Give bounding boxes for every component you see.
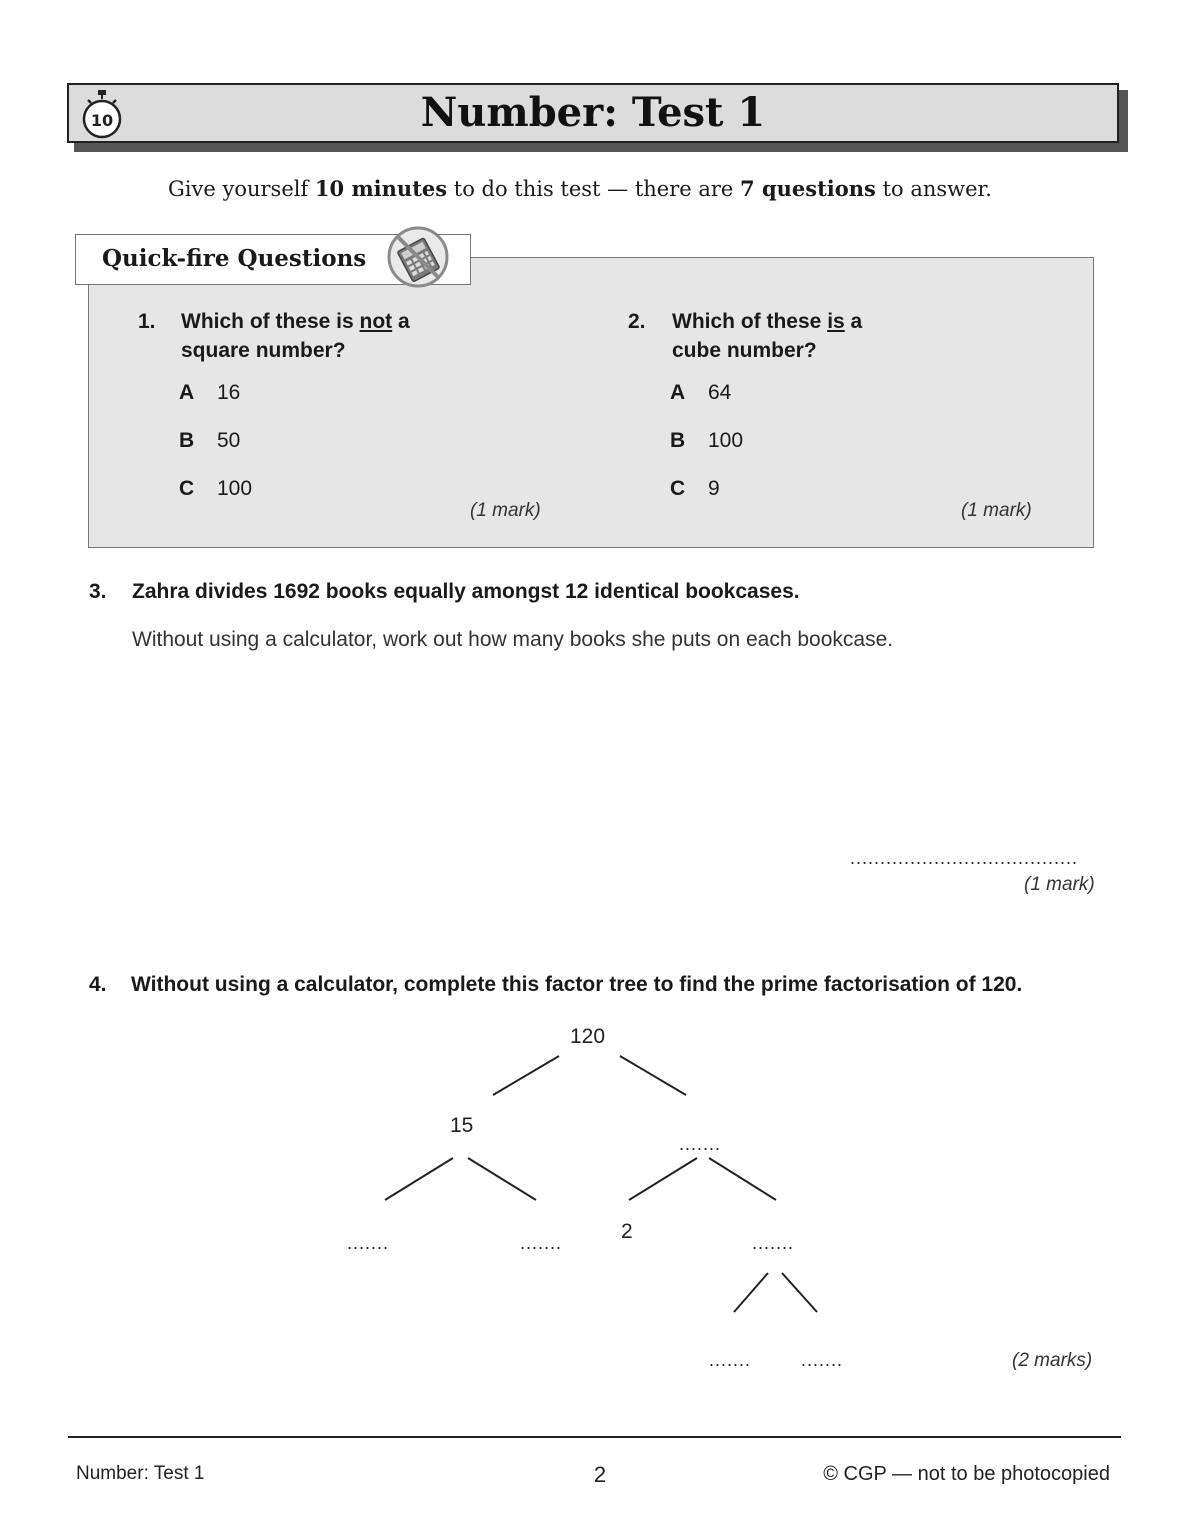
- q1-option-c-letter[interactable]: C: [179, 477, 195, 500]
- tree-blank-rr-right[interactable]: .......: [801, 1350, 844, 1370]
- tree-root-120: 120: [570, 1025, 606, 1048]
- stopwatch-icon: [80, 88, 124, 140]
- branch-15-right: [468, 1158, 536, 1200]
- q2-option-c-value[interactable]: 9: [708, 477, 720, 500]
- intro-minutes: 10 minutes: [314, 176, 448, 201]
- intro-pre: Give yourself: [168, 177, 315, 201]
- q1-line1-post: a: [392, 310, 410, 333]
- intro-mid: to do this test — there are: [447, 177, 741, 201]
- tree-blank-right[interactable]: .......: [679, 1134, 722, 1154]
- branch-right-right: [709, 1158, 776, 1200]
- q3-number: 3.: [89, 580, 107, 603]
- branch-root-left: [493, 1056, 559, 1095]
- branch-15-left: [385, 1158, 453, 1200]
- q1-text: [181, 307, 410, 365]
- q2-line2: cube number?: [672, 339, 817, 362]
- q2-option-b-letter[interactable]: B: [670, 429, 686, 452]
- q1-mark: (1 mark): [470, 500, 541, 521]
- branch-rr-left: [734, 1273, 768, 1312]
- factor-tree: [0, 1000, 1200, 1400]
- q2-mark: (1 mark): [961, 500, 1032, 521]
- footer-copyright: © CGP — not to be photocopied: [823, 1463, 1110, 1485]
- q2-number: 2.: [628, 310, 646, 333]
- q1-option-b-letter[interactable]: B: [179, 429, 195, 452]
- q3-instruction: Without using a calculator, work out how many books she puts on each bookcase.: [132, 628, 894, 651]
- q3-question: Zahra divides 1692 books equally amongst 12 identical bookcases.: [132, 580, 800, 603]
- q1-option-b-value[interactable]: 50: [217, 429, 241, 452]
- q1-line2: square number?: [181, 339, 346, 362]
- tree-blank-rr-left[interactable]: .......: [709, 1350, 752, 1370]
- q1-option-a-value[interactable]: 16: [217, 381, 241, 404]
- q4-number: 4.: [89, 973, 107, 996]
- footer-divider: [68, 1436, 1121, 1438]
- q1-option-a-letter[interactable]: A: [179, 381, 195, 404]
- q2-option-c-letter[interactable]: C: [670, 477, 686, 500]
- q1-option-c-value[interactable]: 100: [217, 477, 253, 500]
- q3-mark: (1 mark): [1024, 874, 1095, 895]
- no-calculator-icon: [386, 225, 450, 289]
- q2-line1-pre: Which of these: [672, 310, 828, 333]
- tree-blank-left-left[interactable]: .......: [347, 1233, 390, 1253]
- tree-blank-right-right[interactable]: .......: [752, 1233, 795, 1253]
- branch-right-left: [629, 1158, 697, 1200]
- stopwatch-minutes: 10: [90, 111, 114, 130]
- branch-rr-right: [782, 1273, 817, 1312]
- q1-line1: [181, 307, 410, 336]
- branch-root-right: [620, 1056, 686, 1095]
- q1-number: 1.: [138, 310, 156, 333]
- q2-line1-emphasis: is: [827, 310, 845, 333]
- q4-mark: (2 marks): [1012, 1350, 1093, 1371]
- q2-line1-post: a: [844, 310, 863, 333]
- tree-node-15: 15: [450, 1114, 474, 1137]
- tree-blank-left-right[interactable]: .......: [520, 1233, 563, 1253]
- intro-instructions: [0, 176, 1160, 201]
- footer-test-name: Number: Test 1: [76, 1463, 205, 1484]
- page-title: Number: Test 1: [420, 89, 766, 136]
- q2-option-a-value[interactable]: 64: [708, 381, 732, 404]
- quickfire-title: Quick-fire Questions: [102, 245, 367, 272]
- q3-answer-line[interactable]: ......................................: [850, 848, 1079, 868]
- q1-line1-emphasis: not: [359, 310, 393, 333]
- q1-line1-pre: Which of these is: [181, 310, 360, 333]
- tree-node-2: 2: [621, 1220, 633, 1243]
- intro-post: to answer.: [875, 177, 992, 201]
- q4-question: Without using a calculator, complete this factor tree to find the prime factorisation of 120.: [131, 973, 1023, 996]
- intro-questions: 7 questions: [740, 176, 876, 201]
- q2-option-b-value[interactable]: 100: [708, 429, 744, 452]
- page-number: 2: [593, 1462, 607, 1487]
- q2-text: [672, 307, 862, 365]
- q2-option-a-letter[interactable]: A: [670, 381, 686, 404]
- q2-line1: [672, 307, 862, 336]
